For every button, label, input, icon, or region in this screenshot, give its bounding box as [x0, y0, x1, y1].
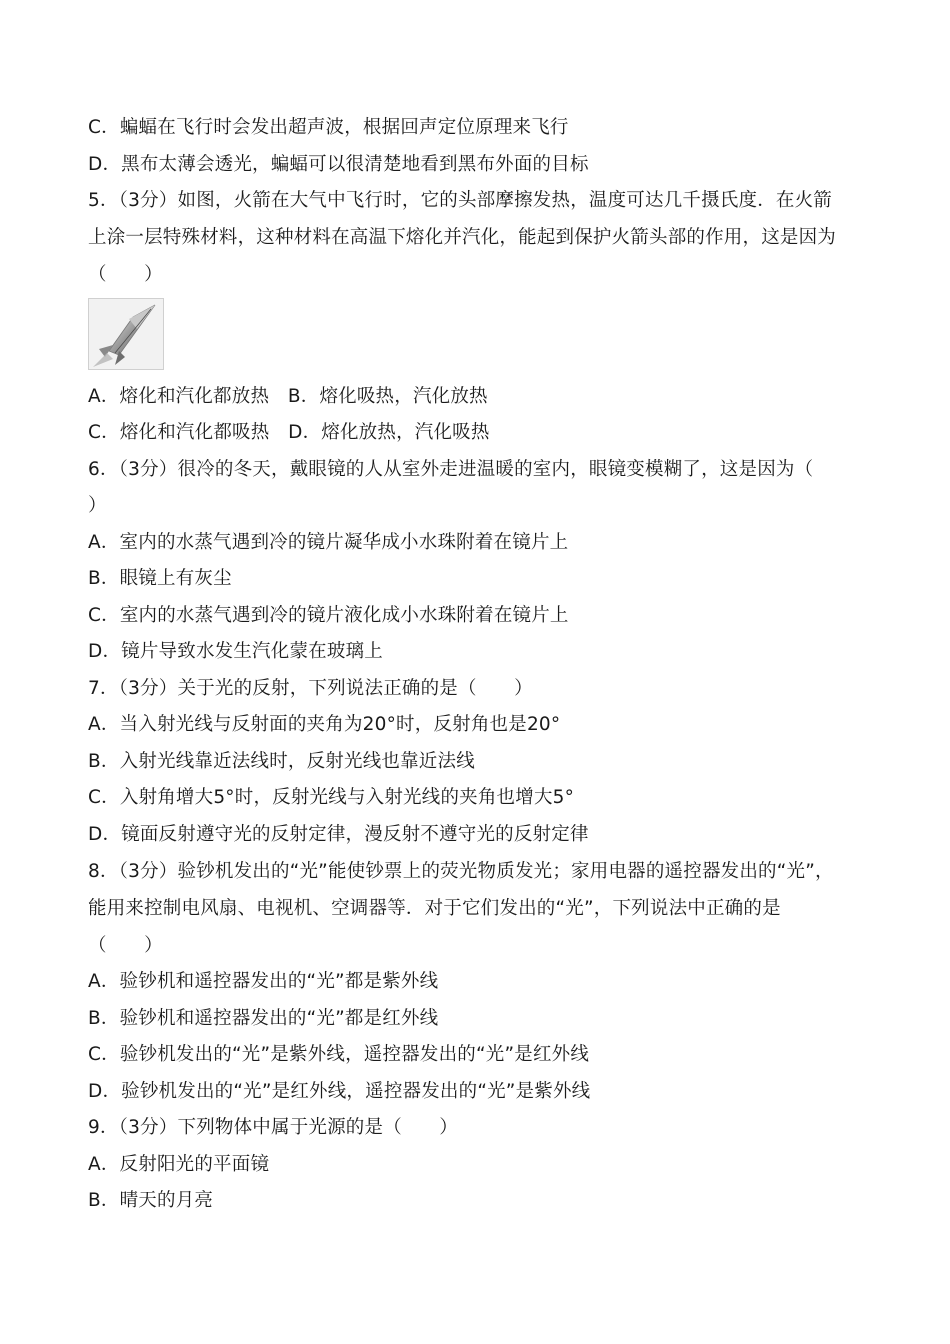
q4-option-c: C．蝙蝠在飞行时会发出超声波，根据回声定位原理来飞行	[88, 117, 569, 138]
q8-option-c: C．验钞机发出的“光”是紫外线，遥控器发出的“光”是红外线	[88, 1044, 590, 1065]
q5-options-line1: A．熔化和汽化都放热 B．熔化吸热，汽化放热	[88, 386, 488, 407]
q8-option-d: D．验钞机发出的“光”是红外线，遥控器发出的“光”是紫外线	[88, 1081, 591, 1102]
rocket-figure	[88, 298, 164, 370]
q6-stem-line1: 6．（3分）很冷的冬天，戴眼镜的人从室外走进温暖的室内，眼镜变模糊了，这是因为（	[88, 459, 814, 480]
q8-stem-line1: 8．（3分）验钞机发出的“光”能使钞票上的荧光物质发光；家用电器的遥控器发出的“光”，	[88, 861, 834, 882]
q8-stem-line3: （ ）	[88, 935, 163, 956]
q6-option-b: B．眼镜上有灰尘	[88, 568, 232, 589]
q8-stem-line2: 能用来控制电风扇、电视机、空调器等．对于它们发出的“光”，下列说法中正确的是	[88, 898, 781, 919]
q9-option-b: B．晴天的月亮	[88, 1190, 214, 1211]
q8-option-b: B．验钞机和遥控器发出的“光”都是红外线	[88, 1008, 439, 1029]
q5-stem-line1: 5．（3分）如图，火箭在大气中飞行时，它的头部摩擦发热，温度可达几千摄氏度．在火箭	[88, 190, 832, 211]
q5-options-line2: C．熔化和汽化都吸热 D．熔化放热，汽化吸热	[88, 422, 490, 443]
q9-option-a: A．反射阳光的平面镜	[88, 1154, 270, 1175]
q6-option-a: A．室内的水蒸气遇到冷的镜片凝华成小水珠附着在镜片上	[88, 532, 569, 553]
q7-option-b: B．入射光线靠近法线时，反射光线也靠近法线	[88, 751, 475, 772]
q5-stem-line3: （ ）	[88, 264, 163, 285]
q4-option-d: D．黑布太薄会透光，蝙蝠可以很清楚地看到黑布外面的目标	[88, 154, 589, 175]
q7-option-d: D．镜面反射遵守光的反射定律，漫反射不遵守光的反射定律	[88, 824, 589, 845]
q5-stem-line2: 上涂一层特殊材料，这种材料在高温下熔化并汽化，能起到保护火箭头部的作用，这是因为	[88, 227, 837, 248]
q7-stem: 7．（3分）关于光的反射，下列说法正确的是（ ）	[88, 678, 533, 699]
rocket-icon	[89, 299, 163, 369]
q9-stem: 9．（3分）下列物体中属于光源的是（ ）	[88, 1117, 458, 1138]
q6-option-d: D．镜片导致水发生汽化蒙在玻璃上	[88, 641, 383, 662]
q6-stem-line2: ）	[88, 495, 107, 516]
q7-option-c: C．入射角增大5°时，反射光线与入射光线的夹角也增大5°	[88, 787, 575, 808]
q7-option-a: A．当入射光线与反射面的夹角为20°时，反射角也是20°	[88, 714, 561, 735]
q8-option-a: A．验钞机和遥控器发出的“光”都是紫外线	[88, 971, 439, 992]
q6-option-c: C．室内的水蒸气遇到冷的镜片液化成小水珠附着在镜片上	[88, 605, 569, 626]
